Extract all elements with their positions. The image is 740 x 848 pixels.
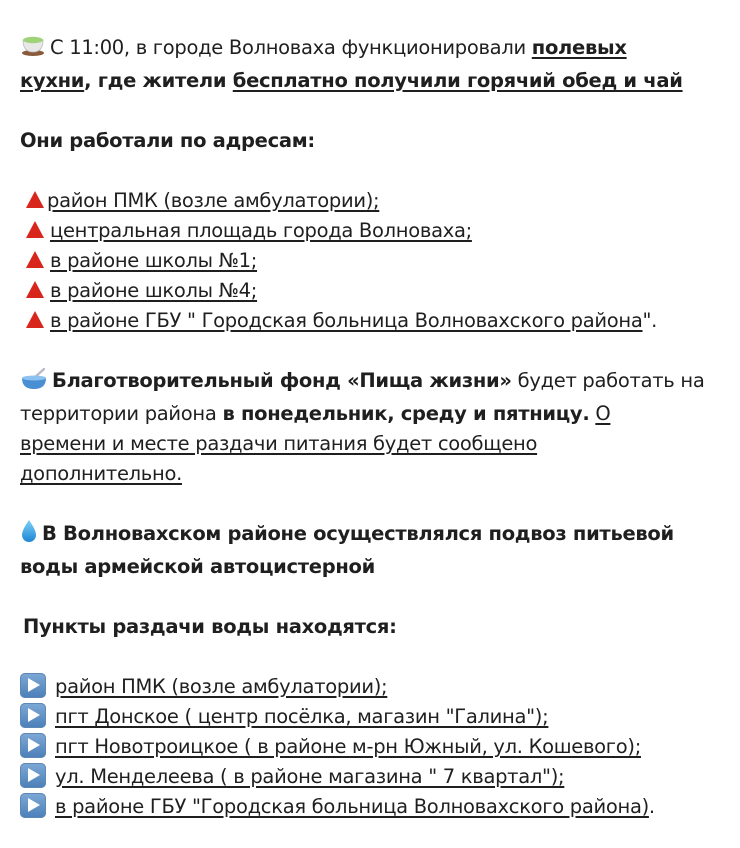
red-triangle-icon: [26, 311, 44, 328]
address-item: [20, 246, 740, 276]
water-point-link[interactable]: район ПМК (возле амбулатории);: [55, 675, 388, 698]
water-point-link[interactable]: пгт Новотроицкое ( в районе м-рн Южный, ул. Кошевого);: [55, 735, 641, 758]
bowl-with-spoon-icon: [20, 368, 48, 399]
red-triangle-icon: [26, 251, 44, 268]
play-button-icon: [20, 703, 46, 728]
charity-fund-name: Благотворительный фонд «Пища жизни»: [52, 369, 512, 392]
address-link[interactable]: в районе школы №4;: [50, 279, 258, 302]
address-item: [20, 276, 740, 306]
field-kitchens-link[interactable]: полевых: [531, 36, 627, 59]
water-droplet-icon: [20, 519, 38, 552]
schedule-days: в понедельник, среду и пятницу.: [222, 402, 590, 425]
address-item: [20, 306, 740, 336]
water-line-1: [20, 519, 740, 552]
play-button-icon: [20, 793, 46, 818]
address-link[interactable]: центральная площадь города Волноваха;: [50, 219, 472, 242]
charity-line-4: [20, 459, 740, 489]
intro-line-2: [20, 66, 740, 96]
address-link[interactable]: в районе ГБУ " Городская больница Волновахского района: [50, 309, 643, 332]
water-point-item: [20, 762, 740, 792]
charity-line-3: [20, 429, 740, 459]
intro-text: С 11:00, в городе Волноваха функционировали: [50, 36, 532, 59]
kitchens-link[interactable]: кухни: [20, 69, 85, 92]
water-delivery-text: В Волновахском районе осуществлялся подвоз питьевой: [42, 522, 674, 545]
water-point-item: [20, 672, 740, 702]
water-point-link[interactable]: в районе ГБУ "Городская больница Волновахского района): [55, 795, 649, 818]
info-link[interactable]: дополнительно.: [20, 462, 182, 485]
play-button-icon: [20, 733, 46, 758]
charity-line-1: Благотворительный фонд «Пища жизни» будет работать на: [20, 366, 740, 399]
tea-cup-icon: [20, 33, 46, 66]
address-item: [20, 216, 740, 246]
water-point-item: в районе ГБУ "Городская больница Волновахского района).: [20, 792, 740, 822]
charity-line-2: территории района в понедельник, среду и пятницу. О: [20, 402, 611, 425]
water-point-item: [20, 702, 740, 732]
water-point-link[interactable]: ул. Менделеева ( в районе магазина " 7 квартал");: [55, 765, 565, 788]
water-point-item: [20, 732, 740, 762]
water-line-2: воды армейской автоцистерной: [20, 555, 375, 578]
intro-line-1: [20, 33, 740, 66]
red-triangle-icon: [26, 281, 44, 298]
address-link[interactable]: район ПМК (возле амбулатории);: [47, 189, 380, 212]
address-link[interactable]: в районе школы №1;: [50, 249, 258, 272]
water-point-link[interactable]: пгт Донское ( центр посёлка, магазин "Галина");: [55, 705, 549, 728]
water-points-heading: Пункты раздачи воды находятся:: [23, 615, 397, 638]
address-suffix: ".: [642, 309, 658, 332]
address-item: [20, 186, 740, 216]
free-lunch-link[interactable]: бесплатно получили горячий обед и чай: [232, 69, 683, 92]
red-triangle-icon: [26, 221, 44, 238]
red-triangle-icon: [26, 191, 44, 208]
info-link[interactable]: О: [595, 402, 611, 425]
play-button-icon: [20, 763, 46, 788]
addresses-heading: Они работали по адресам:: [20, 129, 315, 152]
info-link[interactable]: времени и месте раздачи питания будет сообщено: [20, 432, 538, 455]
play-button-icon: [20, 673, 46, 698]
intro-text-2: , где жители: [84, 69, 233, 92]
